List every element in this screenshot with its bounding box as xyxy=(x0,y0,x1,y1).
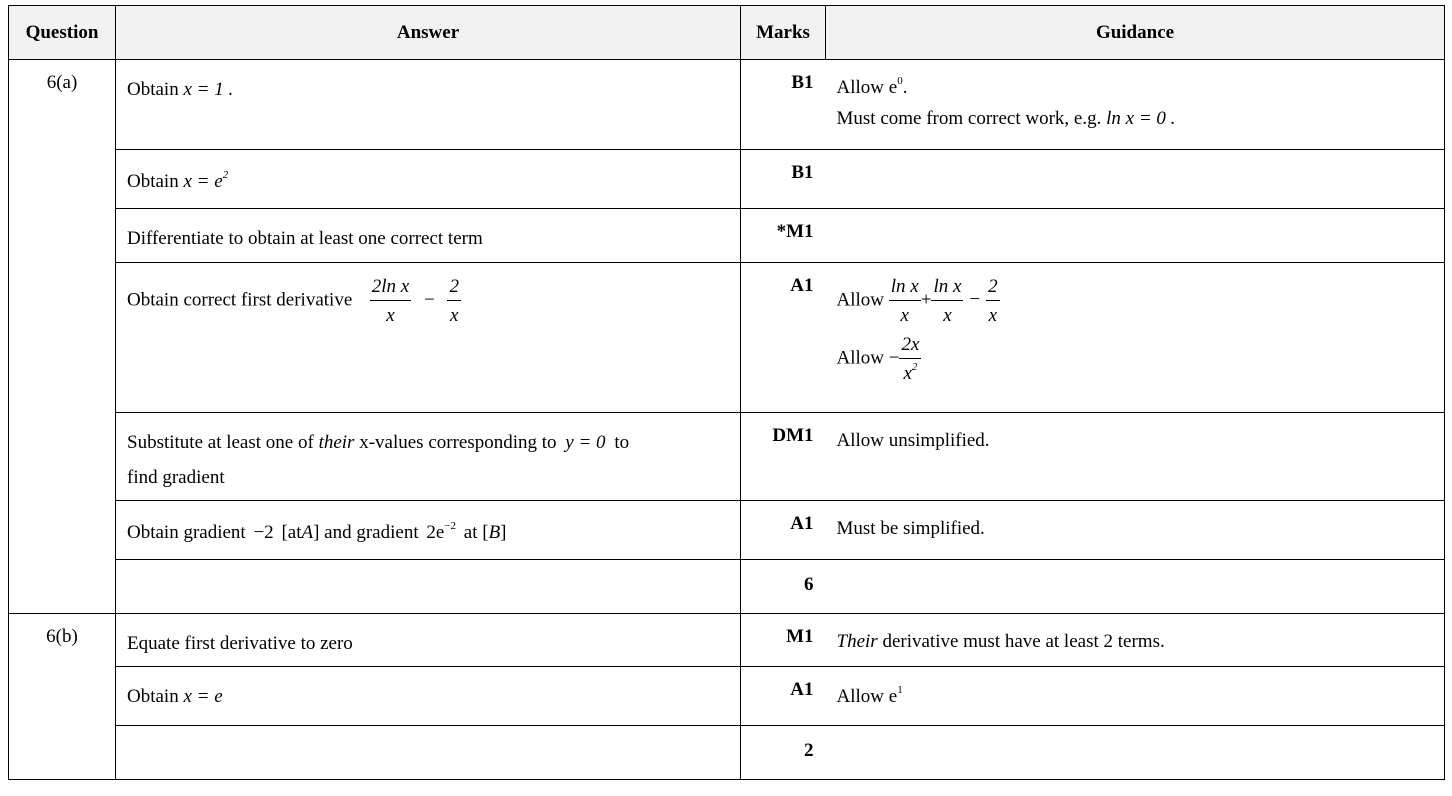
answer-cell: Obtain correct first derivative $\frac{\text{2ln x}}{x}$ − $\frac{2}{x}$ xyxy=(116,263,741,413)
mark-cell: B1 xyxy=(741,60,826,150)
table-row xyxy=(9,501,1445,560)
fraction: $\frac{\text{ln x}}{x}$ xyxy=(890,276,919,326)
table-row xyxy=(9,614,1445,667)
guidance-cell: Allow unsimplified. xyxy=(826,413,1445,501)
guidance-cell: Must be simplified. xyxy=(826,501,1445,560)
fraction: $\frac{2x}{x^2}$ xyxy=(901,334,920,384)
answer-cell: Obtain gradient −2 [atA] and gradient $2e^{-2}$ at [B] xyxy=(116,501,741,560)
mark-cell: A1 xyxy=(741,501,826,560)
answer-cell: Obtain x = 1 . xyxy=(116,60,741,150)
header-question: Question xyxy=(9,6,116,60)
answer-cell: Differentiate to obtain at least one correct term xyxy=(116,209,741,263)
answer-cell xyxy=(116,726,741,780)
mark-cell: A1 xyxy=(741,667,826,726)
mark-cell: *M1 xyxy=(741,209,826,263)
math: ln x = 0 . xyxy=(1106,108,1176,129)
guidance-cell: Allow $\frac{\text{ln x}}{x}$ + $\frac{\text{ln x}}{x}$ − $\frac{2}{x}$ Allow − $\frac{2x}{x^2}$ xyxy=(826,263,1445,413)
guidance-cell xyxy=(826,209,1445,263)
table-row xyxy=(9,150,1445,209)
table-row xyxy=(9,667,1445,726)
math: $x = e^2$ xyxy=(183,169,229,192)
guidance-cell xyxy=(826,726,1445,780)
table-row xyxy=(9,209,1445,263)
table-row xyxy=(9,726,1445,780)
guidance-cell: Allow $e^1$ xyxy=(826,667,1445,726)
table-row xyxy=(9,413,1445,501)
mark-scheme-table xyxy=(8,5,1445,780)
mark-cell: B1 xyxy=(741,150,826,209)
mark-cell: A1 xyxy=(741,263,826,413)
table-row xyxy=(9,263,1445,413)
fraction: $\frac{2}{x}$ xyxy=(988,276,998,326)
fraction: $\frac{\text{2ln x}}{x}$ xyxy=(371,276,410,326)
header-row xyxy=(9,6,1445,60)
header-marks: Marks xyxy=(741,6,826,60)
fraction: $\frac{\text{ln x}}{x}$ xyxy=(933,276,962,326)
answer-cell: Substitute at least one of their x-values corresponding to y = 0 to find gradient xyxy=(116,413,741,501)
guidance-cell: Allow $e^0$. Must come from correct work, e.g. ln x = 0 . xyxy=(826,60,1445,150)
mark-total: 6 xyxy=(741,560,826,614)
question-label-6b: 6(b) xyxy=(9,614,116,780)
math: x = 1 . xyxy=(183,79,234,100)
answer-cell: Obtain $x = e^2$ xyxy=(116,150,741,209)
answer-cell: Obtain x = e xyxy=(116,667,741,726)
mark-total: 2 xyxy=(741,726,826,780)
guidance-cell xyxy=(826,560,1445,614)
answer-cell xyxy=(116,560,741,614)
guidance-cell: Their derivative must have at least 2 terms. xyxy=(826,614,1445,667)
question-label-6a: 6(a) xyxy=(9,60,116,614)
header-guidance: Guidance xyxy=(826,6,1445,60)
table-row xyxy=(9,60,1445,150)
header-answer: Answer xyxy=(116,6,741,60)
math: $e^0$. xyxy=(888,75,908,98)
guidance-cell xyxy=(826,150,1445,209)
table-row xyxy=(9,560,1445,614)
mark-cell: DM1 xyxy=(741,413,826,501)
mark-cell: M1 xyxy=(741,614,826,667)
fraction: $\frac{2}{x}$ xyxy=(449,276,459,326)
answer-cell: Equate first derivative to zero xyxy=(116,614,741,667)
